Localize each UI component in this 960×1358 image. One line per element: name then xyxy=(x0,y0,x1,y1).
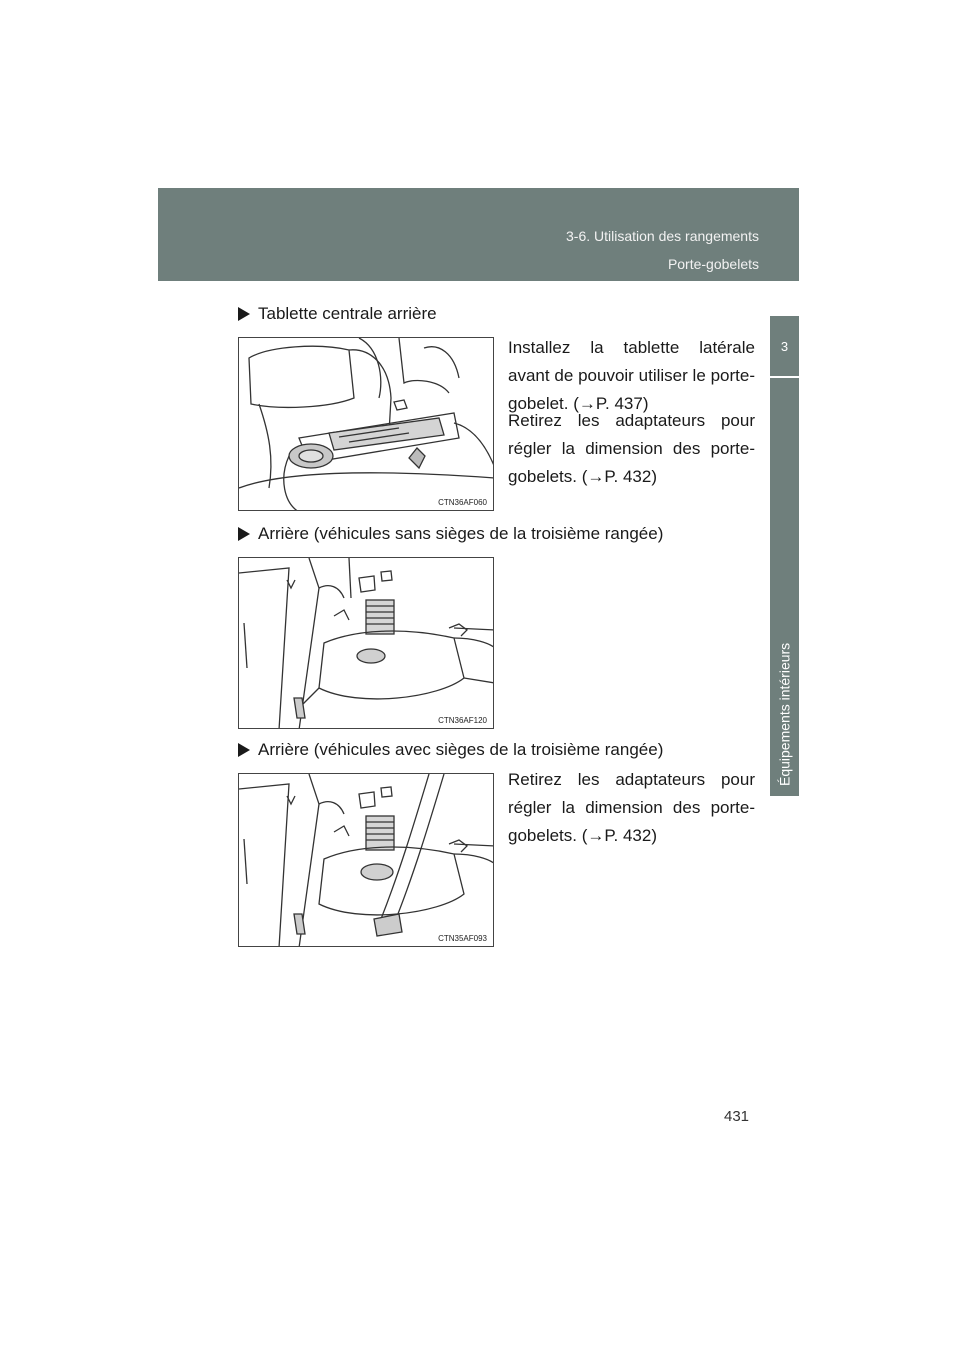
section-heading-text: Arrière (véhicules avec sièges de la troisième rangée) xyxy=(258,740,664,759)
triangle-bullet-icon xyxy=(238,527,250,541)
triangle-bullet-icon xyxy=(238,307,250,321)
page-number: 431 xyxy=(724,1108,750,1125)
figure-code: CTN35AF093 xyxy=(438,934,487,943)
section-heading-3 xyxy=(238,740,663,760)
section-heading-text: Arrière (véhicules sans sièges de la troisième rangée) xyxy=(258,524,664,543)
rear-third-row-illustration xyxy=(239,774,494,947)
chapter-tab-divider xyxy=(770,376,799,378)
rear-cargo-illustration xyxy=(239,558,494,729)
figure-rear-no-third-row xyxy=(238,557,494,729)
figure-rear-third-row xyxy=(238,773,494,947)
header-section-title: 3-6. Utilisation des rangements xyxy=(566,228,759,244)
figure-code: CTN36AF060 xyxy=(438,498,487,507)
section-heading-2 xyxy=(238,524,663,544)
section-heading-text: Tablette centrale arrière xyxy=(258,304,437,323)
page-header xyxy=(158,188,799,281)
header-topic-title: Porte-gobelets xyxy=(667,256,759,272)
figure-code: CTN36AF120 xyxy=(438,716,487,725)
section-heading-1 xyxy=(238,304,437,324)
paragraph-3a: Retirez les adaptateurs pour régler la dimension des porte-gobelets. (→P. 432) xyxy=(508,770,755,845)
triangle-bullet-icon xyxy=(238,743,250,757)
chapter-label: Équipements intérieurs xyxy=(776,642,793,786)
chapter-number: 3 xyxy=(780,338,789,354)
chapter-side-tab xyxy=(770,316,799,796)
paragraph-1a: Installez la tablette latérale avant de pouvoir utiliser le porte-gobelet. (→P. 437) xyxy=(508,338,755,413)
paragraph-1b: Retirez les adaptateurs pour régler la dimension des porte-gobelets. (→P. 432) xyxy=(508,411,755,486)
figure-center-tray xyxy=(238,337,494,511)
center-tray-illustration xyxy=(239,338,494,511)
